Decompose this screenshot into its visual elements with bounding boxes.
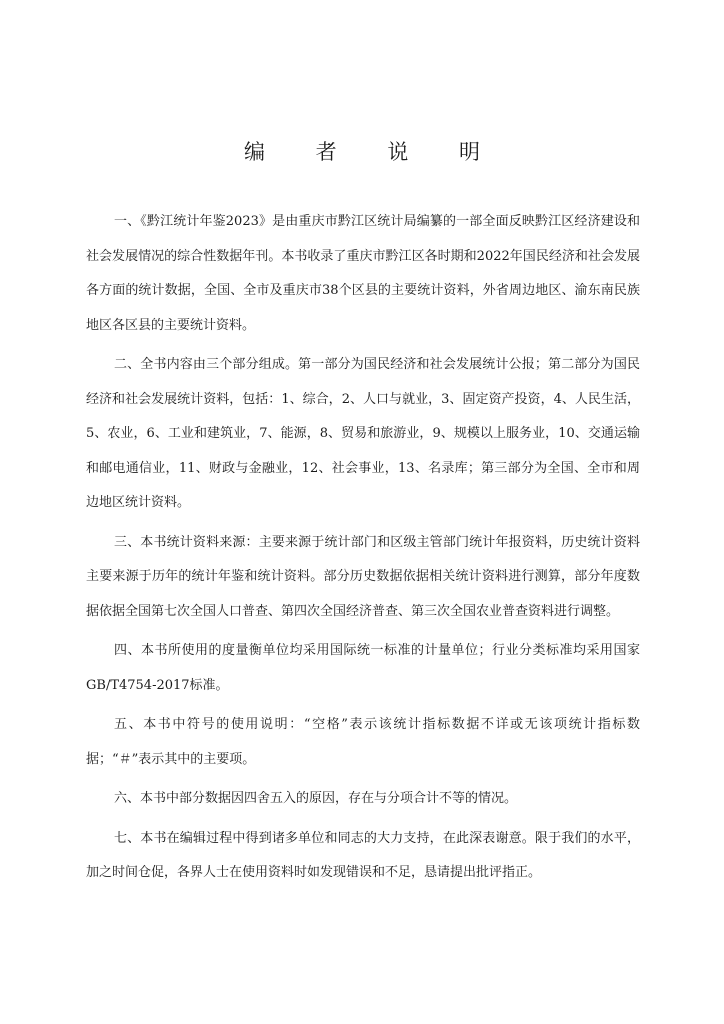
paragraph-1: 一、《黔江统计年鉴2023》是由重庆市黔江区统计局编纂的一部全面反映黔江区经济建设和社会发展情况的综合性数据年刊。本书收录了重庆市黔江区各时期和2022年国民经济和社会发展各方面的统计数据，全国、全市及重庆市38个区县的主要统计资料，外省周边地区、渝东南民族地区各区县的主要统计资料。	[86, 214, 640, 333]
paragraph-6: 六、本书中部分数据因四舍五入的原因，存在与分项合计不等的情况。	[114, 791, 518, 806]
document-body	[86, 205, 640, 896]
paragraph-3: 三、本书统计资料来源：主要来源于统计部门和区级主管部门统计年报资料，历史统计资料主要来源于历年的统计年鉴和统计资料。部分历史数据依据相关统计资料进行测算，部分年度数据依据全国第七次全国人口普查、第四次全国经济普查、第三次全国农业普查资料进行调整。	[86, 534, 640, 619]
page-title: 编 者 说 明	[243, 140, 503, 164]
paragraph-7: 七、本书在编辑过程中得到诸多单位和同志的大力支持，在此深表谢意。限于我们的水平，加之时间仓促，各界人士在使用资料时如发现错误和不足，恳请提出批评指正。	[86, 830, 640, 880]
paragraph-4: 四、本书所使用的度量衡单位均采用国际统一标准的计量单位；行业分类标准均采用国家GB/T4754-2017标准。	[86, 643, 640, 693]
paragraph-5: 五、本书中符号的使用说明：“空格”表示该统计指标数据不详或无该项统计指标数据；“＃”表示其中的主要项。	[86, 717, 640, 767]
paragraph-2: 二、全书内容由三个部分组成。第一部分为国民经济和社会发展统计公报；第二部分为国民经济和社会发展统计资料，包括：1、综合，2、人口与就业，3、固定资产投资，4、人民生活，5、农业，6、工业和建筑业，7、能源，8、贸易和旅游业，9、规模以上服务业，10、交通运输和邮电通信业，11、财政与金融业，12、社会事业，13、名录库；第三部分为全国、全市和周边地区统计资料。	[86, 357, 640, 510]
